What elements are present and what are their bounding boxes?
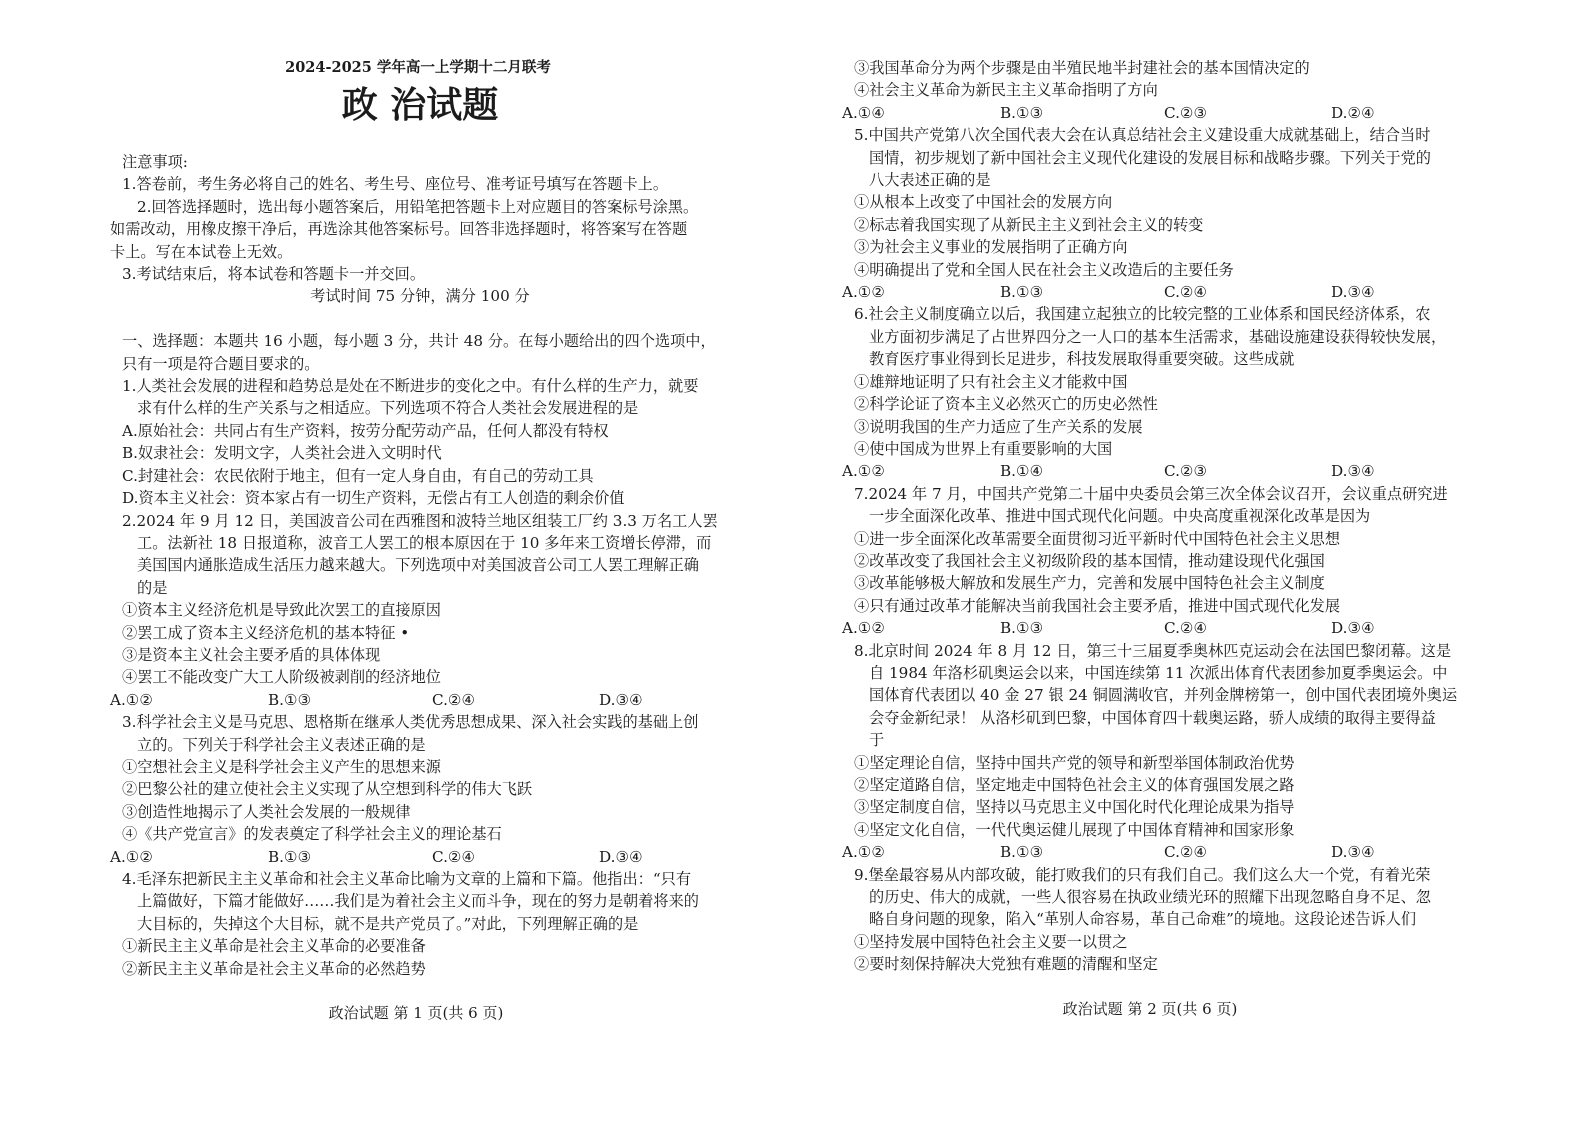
choice-item: ③创造性地揭示了人类社会发展的一般规律 — [122, 802, 411, 821]
section-heading: 一、选择题：本题共 16 小题，每小题 3 分，共计 48 分。在每小题给出的四个选项中， — [122, 332, 716, 351]
choice-item: ①坚定理论自信，坚持中国共产党的领导和新型举国体制政治优势 — [854, 753, 1295, 772]
question-stem: 8.北京时间 2024 年 8 月 12 日，第三十三届夏季奥林匹克运动会在法国巴黎闭幕。这是 — [854, 641, 1452, 660]
choice-item: ②改革改变了我国社会主义初级阶段的基本国情，推动建设现代化强国 — [854, 551, 1325, 570]
choice-item: ②科学论证了资本主义必然灭亡的历史必然性 — [854, 395, 1158, 414]
choice-item: ④坚定文化自信，一代代奥运健儿展现了中国体育精神和国家形象 — [854, 820, 1295, 839]
question-stem-continuation: 的是 — [137, 578, 168, 597]
notice-item: 3.考试结束后，将本试卷和答题卡一并交回。 — [122, 265, 426, 284]
choice-item: ②要时刻保持解决大党独有难题的清醒和坚定 — [854, 955, 1158, 974]
answer-option: C.②④ — [1164, 843, 1208, 862]
question-stem-continuation: 自 1984 年洛杉矶奥运会以来，中国连续第 11 次派出体育代表团参加夏季奥运会。中 — [869, 663, 1448, 682]
answer-option: A.①② — [842, 462, 886, 481]
choice-item: A.原始社会：共同占有生产资料，按劳分配劳动产品，任何人都没有特权 — [122, 421, 609, 440]
answer-option: A.①② — [842, 619, 886, 638]
answer-option: D.②④ — [1331, 103, 1375, 122]
question-stem-continuation: 美国国内通胀造成生活压力越来越大。下列选项中对美国波音公司工人罢工理解正确 — [137, 556, 699, 575]
answer-options-row — [110, 846, 730, 868]
choice-item: ③我国革命分为两个步骤是由半殖民地半封建社会的基本国情决定的 — [854, 59, 1310, 77]
page-1-column — [110, 151, 730, 980]
question-stem-continuation: 业方面初步满足了占世界四分之一人口的基本生活需求，基础设施建设获得较快发展， — [869, 327, 1447, 346]
choice-item: ②坚定道路自信，坚定地走中国特色社会主义的体育强国发展之路 — [854, 776, 1295, 794]
answer-option: C.②③ — [1164, 103, 1208, 122]
choice-item: ①雄辩地证明了只有社会主义才能救中国 — [854, 372, 1128, 391]
question-stem-continuation: 求有什么样的生产关系与之相适应。下列选项不符合人类社会发展进程的是 — [137, 399, 639, 418]
answer-option: B.①③ — [1000, 283, 1044, 302]
exam-time: 考试时间 75 分钟，满分 100 分 — [310, 287, 530, 306]
choice-item: ④使中国成为世界上有重要影响的大国 — [854, 439, 1113, 458]
notice-item: 1.答卷前，考生务必将自己的姓名、考生号、座位号、准考证号填写在答题卡上。 — [122, 175, 669, 194]
question-stem-continuation: 教育医疗事业得到长足进步，科技发展取得重要突破。这些成就 — [869, 350, 1295, 369]
choice-item: ③是资本主义社会主要矛盾的具体体现 — [122, 645, 381, 664]
answer-option: C.②③ — [1164, 462, 1208, 481]
choice-item: ③为社会主义事业的发展指明了正确方向 — [854, 238, 1128, 257]
section-heading-continuation: 只有一项是符合题目要求的。 — [122, 354, 320, 373]
answer-option: D.③④ — [1331, 462, 1375, 481]
question-stem-continuation: 八大表述正确的是 — [869, 171, 991, 190]
choice-item: D.资本主义社会：资本家占有一切生产资料，无偿占有工人创造的剩余价值 — [122, 489, 625, 508]
answer-option: D.③④ — [599, 690, 643, 709]
question-stem: 2.2024 年 9 月 12 日，美国波音公司在西雅图和波特兰地区组装工厂约 3.3 万名工人罢 — [122, 511, 718, 530]
answer-option: D.③④ — [599, 847, 643, 866]
answer-options-row — [842, 102, 1462, 124]
answer-option: A.①② — [842, 843, 886, 862]
answer-option: C.②④ — [1164, 619, 1208, 638]
choice-item: ④只有通过改革才能解决当前我国社会主要矛盾，推进中国式现代化发展 — [854, 596, 1340, 615]
choice-item: ③坚定制度自信，坚持以马克思主义中国化时代化理论成果为指导 — [854, 798, 1295, 817]
question-stem: 1.人类社会发展的进程和趋势总是处在不断进步的变化之中。有什么样的生产力，就要 — [122, 377, 699, 396]
notice-item-indented: 2.回答选择题时，选出每小题答案后，用铅笔把答题卡上对应题目的答案标号涂黑。 — [137, 197, 699, 216]
choice-item: ①坚持发展中国特色社会主义要一以贯之 — [854, 932, 1128, 951]
question-stem-continuation: 大目标的，失掉这个大目标，就不是共产党员了。”对此，下列理解正确的是 — [137, 914, 639, 933]
choice-item: ④社会主义革命为新民主主义革命指明了方向 — [854, 81, 1158, 100]
choice-item: ④罢工不能改变广大工人阶级被剥削的经济地位 — [122, 668, 441, 687]
answer-option: D.③④ — [1331, 283, 1375, 302]
answer-option: D.③④ — [1331, 619, 1375, 638]
choice-item: ②罢工成了资本主义经济危机的基本特征 • — [122, 623, 410, 642]
choice-item: ③说明我国的生产力适应了生产关系的发展 — [854, 417, 1143, 436]
answer-option: B.①③ — [1000, 843, 1044, 862]
exam-name: 2024-2025 学年高一上学期十二月联考 — [285, 59, 551, 76]
answer-option: A.①② — [842, 283, 886, 302]
answer-option: A.①④ — [842, 103, 886, 122]
question-stem-continuation: 立的。下列关于科学社会主义表述正确的是 — [137, 735, 426, 754]
question-stem: 7.2024 年 7 月，中国共产党第二十届中央委员会第三次全体会议召开，会议重点研究进 — [854, 484, 1448, 503]
page-1-footer: 政治试题 第 1 页(共 6 页) — [328, 1004, 504, 1022]
answer-option: A.①② — [110, 847, 154, 866]
question-stem-continuation: 的历史、伟大的成就，一些人很容易在执政业绩光环的照耀下出现忽略自身不足、忽 — [869, 888, 1431, 907]
question-stem: 5.中国共产党第八次全国代表大会在认真总结社会主义建设重大成就基础上，结合当时 — [854, 126, 1431, 145]
answer-option: C.②④ — [432, 847, 476, 866]
choice-item: ①从根本上改变了中国社会的发展方向 — [854, 193, 1113, 212]
choice-item: B.奴隶社会：发明文字，人类社会进入文明时代 — [122, 444, 442, 463]
answer-options-row — [842, 281, 1462, 303]
choice-item: ①进一步全面深化改革需要全面贯彻习近平新时代中国特色社会主义思想 — [854, 529, 1340, 548]
question-stem-continuation: 国体育代表团以 40 金 27 银 24 铜圆满收官，并列金牌榜第一，创中国代表团境外奥运 — [869, 686, 1458, 705]
question-stem-continuation: 略自身问题的现象，陷入“革别人命容易，革自己命难”的境地。这段论述告诉人们 — [869, 910, 1417, 929]
answer-option: B.①③ — [1000, 619, 1044, 638]
choice-item: C.封建社会：农民依附于地主，但有一定人身自由，有自己的劳动工具 — [122, 466, 594, 485]
question-stem-continuation: 国情，初步规划了新中国社会主义现代化建设的发展目标和战略步骤。下列关于党的 — [869, 148, 1431, 167]
answer-option: A.①② — [110, 690, 154, 709]
question-stem-continuation: 会夺金新纪录！ 从洛杉矶到巴黎，中国体育四十载奥运路，骄人成绩的取得主要得益 — [869, 708, 1436, 727]
choice-item: ②标志着我国实现了从新民主主义到社会主义的转变 — [854, 215, 1204, 234]
notice-continuation: 卡上。写在本试卷上无效。 — [110, 242, 293, 261]
answer-options-row — [842, 617, 1462, 639]
page-2-column — [842, 57, 1462, 976]
question-stem: 3.科学社会主义是马克思、恩格斯在继承人类优秀思想成果、深入社会实践的基础上创 — [122, 713, 699, 732]
document-title: 政 治试题 — [341, 84, 499, 126]
answer-option: D.③④ — [1331, 843, 1375, 862]
choice-item: ②新民主主义革命是社会主义革命的必然趋势 — [122, 959, 426, 978]
choice-item: ④明确提出了党和全国人民在社会主义改造后的主要任务 — [854, 260, 1234, 279]
answer-options-row — [842, 460, 1462, 482]
notice-heading: 注意事项: — [122, 153, 188, 171]
answer-option: B.①③ — [268, 847, 312, 866]
choice-item: ①新民主主义革命是社会主义革命的必要准备 — [122, 937, 426, 956]
question-stem-continuation: 工。法新社 18 日报道称，波音工人罢工的根本原因在于 10 多年来工资增长停滞，而 — [137, 533, 712, 552]
question-stem: 9.堡垒最容易从内部攻破，能打败我们的只有我们自己。我们这么大一个党，有着光荣 — [854, 865, 1431, 884]
answer-option: B.①③ — [268, 690, 312, 709]
question-stem-continuation: 于 — [869, 731, 885, 750]
choice-item: ③改革能够极大解放和发展生产力，完善和发展中国特色社会主义制度 — [854, 574, 1325, 593]
answer-option: C.②④ — [1164, 283, 1208, 302]
spacer — [110, 308, 730, 330]
question-stem-continuation: 上篇做好，下篇才能做好……我们是为着社会主义而斗争，现在的努力是朝着将来的 — [137, 892, 699, 911]
choice-item: ②巴黎公社的建立使社会主义实现了从空想到科学的伟大飞跃 — [122, 780, 533, 799]
answer-options-row — [110, 689, 730, 711]
question-stem: 4.毛泽东把新民主主义革命和社会主义革命比喻为文章的上篇和下篇。他指出：“只有 — [122, 870, 692, 888]
choice-item: ④《共产党宣言》的发表奠定了科学社会主义的理论基石 — [122, 825, 502, 844]
page-2-footer: 政治试题 第 2 页(共 6 页) — [1062, 1000, 1238, 1018]
answer-option: B.①③ — [1000, 103, 1044, 122]
question-stem-continuation: 一步全面深化改革、推进中国式现代化问题。中央高度重视深化改革是因为 — [869, 507, 1371, 526]
question-stem: 6.社会主义制度确立以后，我国建立起独立的比较完整的工业体系和国民经济体系，农 — [854, 305, 1431, 324]
notice-continuation: 如需改动，用橡皮擦干净后，再选涂其他答案标号。回答非选择题时，将答案写在答题 — [110, 220, 688, 239]
choice-item: ①空想社会主义是科学社会主义产生的思想来源 — [122, 757, 441, 776]
answer-option: B.①④ — [1000, 462, 1044, 481]
answer-options-row — [842, 841, 1462, 863]
choice-item: ①资本主义经济危机是导致此次罢工的直接原因 — [122, 601, 441, 620]
answer-option: C.②④ — [432, 690, 476, 709]
